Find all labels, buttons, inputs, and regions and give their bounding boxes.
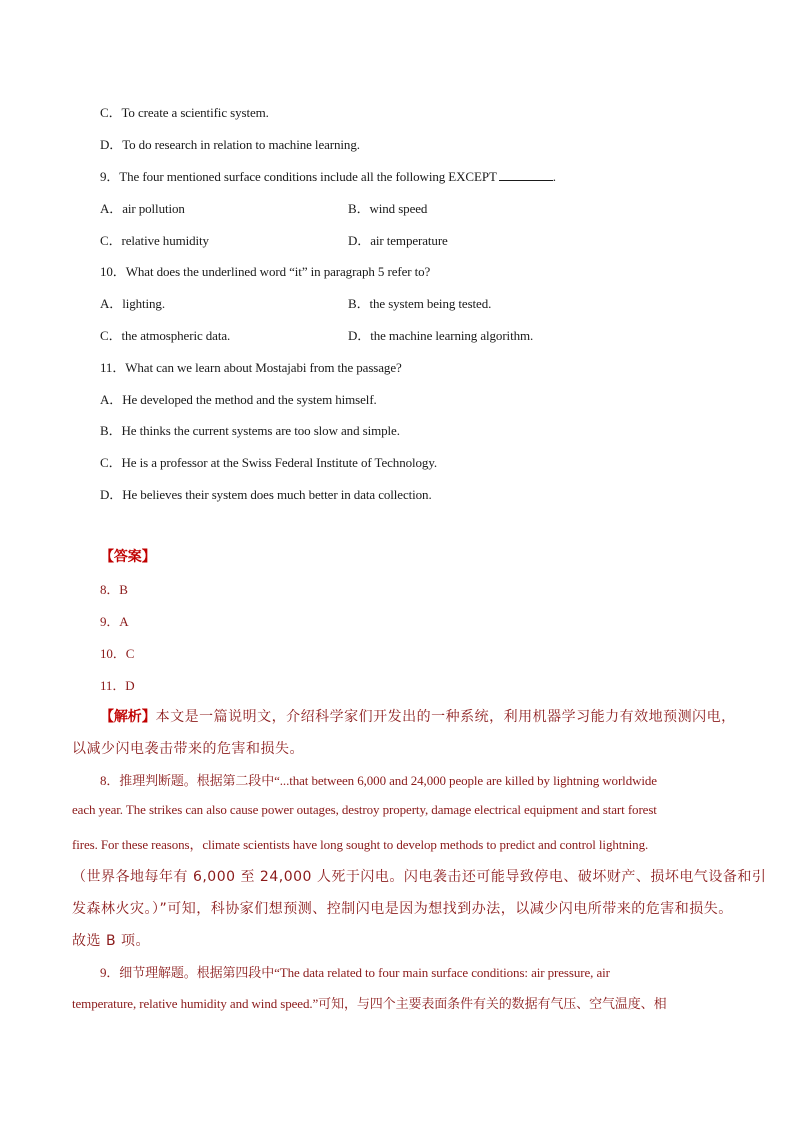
analysis-q8-line: 故选 B 项。 (72, 933, 151, 949)
answer-item: 10．C (100, 646, 135, 661)
q9-option-c: C．relative humidity (100, 233, 209, 248)
q10-option-b: B．the system being tested. (348, 296, 492, 311)
analysis-q8-line: fires. For these reasons，climate scientists have long sought to develop methods to predict and control lightning. (72, 837, 649, 852)
analysis-q8-line: each year. The strikes can also cause power outages, destroy property, damage electrical equipment and start forest (72, 802, 657, 817)
q9-option-d: D．air temperature (348, 233, 448, 248)
analysis-q9-line: 9．细节理解题。根据第四段中“The data related to four main surface conditions: air pressure, air (100, 965, 610, 980)
q10-option-c: C．the atmospheric data. (100, 328, 231, 343)
answer-heading: 【答案】 (100, 550, 156, 565)
analysis-intro-line-1 (100, 706, 736, 726)
analysis-intro-line-2: 以减少闪电袭击带来的危害和损失。 (72, 741, 304, 757)
analysis-q8-line: （世界各地每年有 6,000 至 24,000 人死于闪电。闪电袭击还可能导致停电、破坏财产、损坏电气设备和引 (72, 869, 767, 885)
q9-option-a: A．air pollution (100, 201, 185, 216)
analysis-intro-text: 本文是一篇说明文，介绍科学家们开发出的一种系统，利用机器学习能力有效地预测闪电， (155, 709, 736, 725)
analysis-q8-line: 发森林火灾。）”可知，科协家们想预测、控制闪电是因为想找到办法，以减少闪电所带来的危害和损失。 (72, 901, 733, 917)
q8-option-d: D．To do research in relation to machine learning. (100, 137, 360, 152)
q11-option-a: A．He developed the method and the system himself. (100, 392, 377, 407)
q10-stem: 10．What does the underlined word “it” in paragraph 5 refer to? (100, 264, 431, 279)
q9-stem-end: . (552, 169, 556, 184)
q11-option-c: C．He is a professor at the Swiss Federal Institute of Technology. (100, 455, 438, 470)
analysis-tag: 【解析】 (100, 710, 156, 725)
q11-option-d: D．He believes their system does much better in data collection. (100, 487, 432, 502)
answer-item: 11．D (100, 678, 135, 693)
q8-option-c: C．To create a scientific system. (100, 105, 269, 120)
answer-item: 8．B (100, 582, 128, 597)
q9-stem (100, 166, 556, 185)
analysis-q9-line: temperature, relative humidity and wind speed.”可知，与四个主要表面条件有关的数据有气压、空气温度、相 (72, 996, 667, 1011)
q9-stem-text: 9．The four mentioned surface conditions include all the following EXCEPT (100, 169, 497, 184)
q11-option-b: B．He thinks the current systems are too slow and simple. (100, 423, 400, 438)
q10-option-a: A．lighting. (100, 296, 165, 311)
q11-stem: 11．What can we learn about Mostajabi from the passage? (100, 360, 402, 375)
q10-option-d: D．the machine learning algorithm. (348, 328, 534, 343)
answer-item: 9．A (100, 614, 129, 629)
answer-blank (499, 170, 553, 181)
q9-option-b: B．wind speed (348, 201, 428, 216)
analysis-q8-line: 8．推理判断题。根据第二段中“...that between 6,000 and 24,000 people are killed by lightning worldwide (100, 773, 657, 788)
